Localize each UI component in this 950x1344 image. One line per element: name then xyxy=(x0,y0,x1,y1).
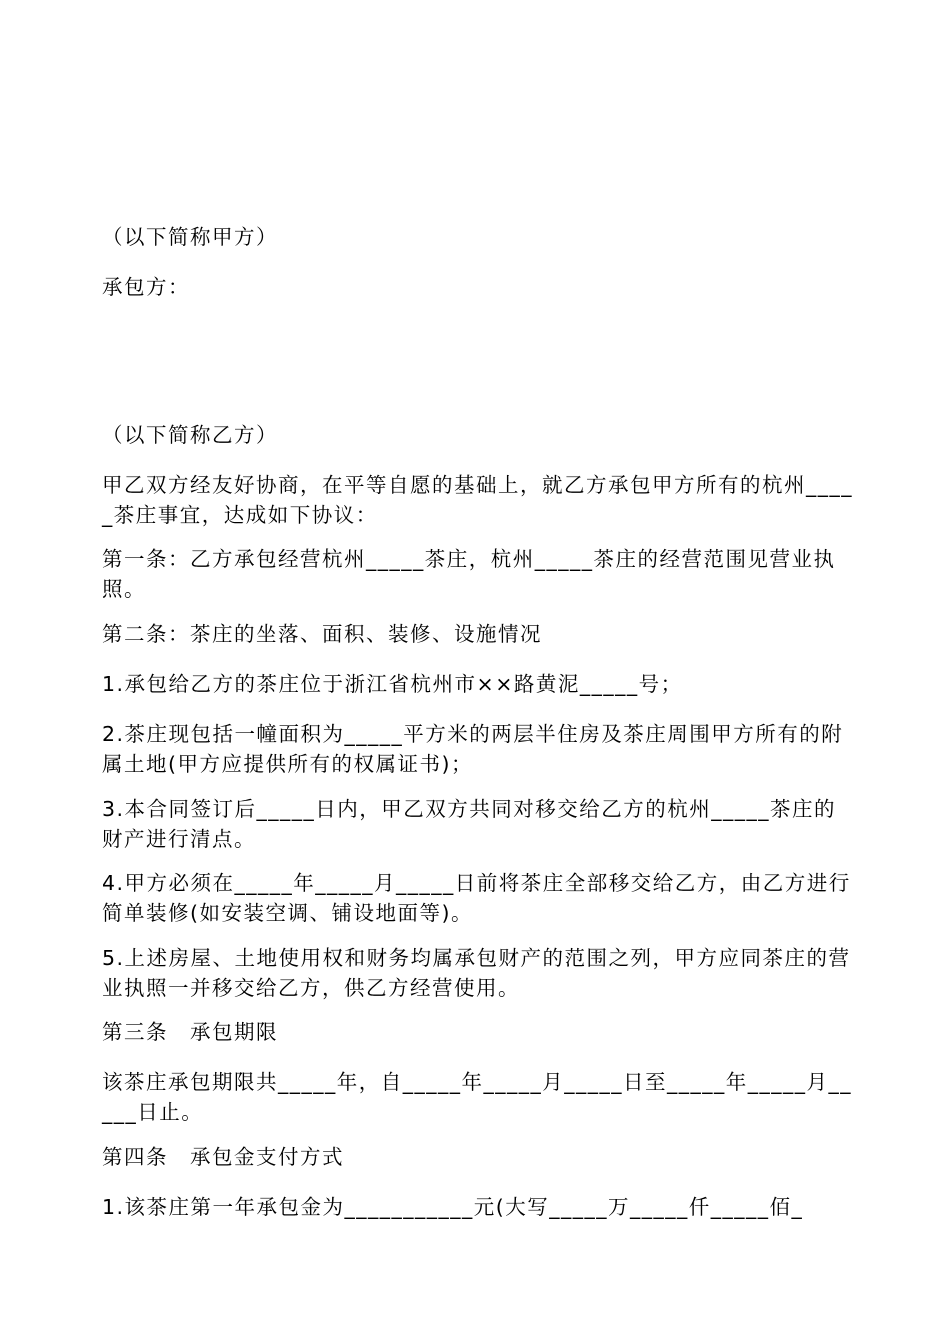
paragraph-article-2-item-3: 3.本合同签订后_____日内，甲乙双方共同对移交给乙方的杭州_____茶庄的财产进行清点。 xyxy=(102,797,837,851)
paragraph-article-1: 第一条：乙方承包经营杭州_____茶庄，杭州_____茶庄的经营范围见营业执照。 xyxy=(102,547,836,601)
paragraph-party-a-alias: （以下简称甲方） xyxy=(102,225,278,249)
paragraph-party-b-alias: （以下简称乙方） xyxy=(102,423,278,447)
paragraph-article-2-heading: 第二条：茶庄的坐落、面积、装修、设施情况 xyxy=(102,622,542,646)
paragraph-article-3-heading: 第三条 承包期限 xyxy=(102,1020,278,1044)
paragraph-article-4-heading: 第四条 承包金支付方式 xyxy=(102,1145,344,1169)
paragraph-preamble: 甲乙双方经友好协商，在平等自愿的基础上，就乙方承包甲方所有的杭州_____茶庄事宜，达成如下协议： xyxy=(102,473,853,527)
paragraph-article-2-item-4: 4.甲方必须在_____年_____月_____日前将茶庄全部移交给乙方，由乙方进行简单装修(如安装空调、铺设地面等)。 xyxy=(102,871,851,925)
paragraph-contractor-label: 承包方： xyxy=(102,275,190,299)
paragraph-article-3-term: 该茶庄承包期限共_____年，自_____年_____月_____日至_____年_____月_____日止。 xyxy=(102,1070,852,1124)
paragraph-article-4-item-1: 1.该茶庄第一年承包金为___________元(大写_____万_____仟_____佰_ xyxy=(102,1195,804,1219)
paragraph-article-2-item-1: 1.承包给乙方的茶庄位于浙江省杭州市××路黄泥_____号； xyxy=(102,672,683,696)
paragraph-article-2-item-5: 5.上述房屋、土地使用权和财务均属承包财产的范围之列，甲方应同茶庄的营业执照一并移交给乙方，供乙方经营使用。 xyxy=(102,946,851,1000)
paragraph-article-2-item-2: 2.茶庄现包括一幢面积为_____平方米的两层半住房及茶庄周围甲方所有的附属土地(甲方应提供所有的权属证书)； xyxy=(102,722,844,776)
